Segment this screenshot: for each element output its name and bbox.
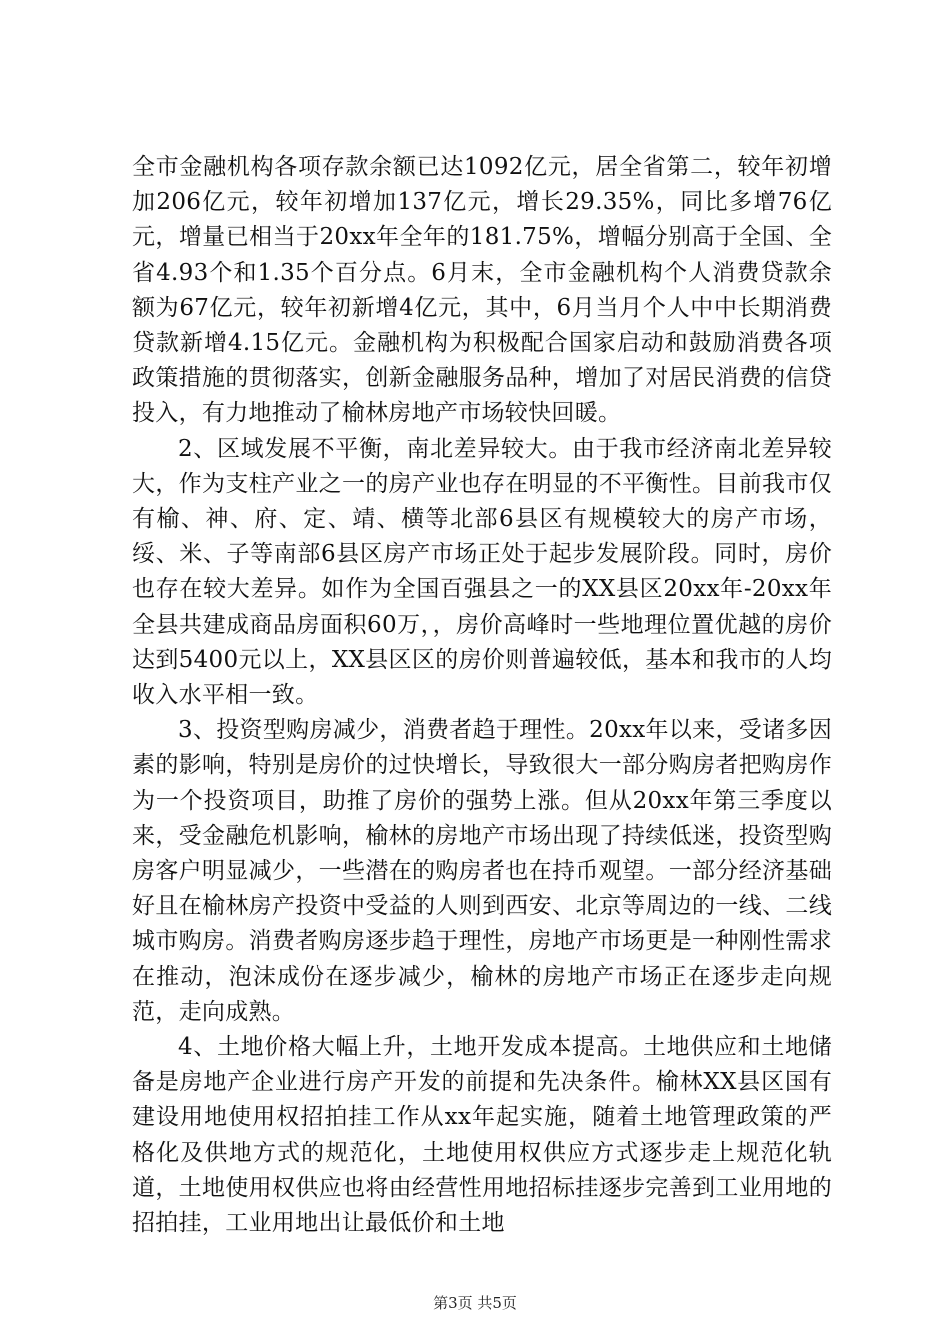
paragraph-4: 4、土地价格大幅上升，土地开发成本提高。土地供应和土地储备是房地产企业进行房产开发的前提和先决条件。榆林XX县区国有建设用地使用权招拍挂工作从xx年起实施，随着土地管理政策的严格化及供地方式的规范化，土地使用权供应方式逐步走上规范化轨道，土地使用权供应也将由经营性用地招标挂逐步完善到工业用地的招拍挂，工业用地出让最低价和土地 <box>132 1034 832 1237</box>
paragraph-3: 3、投资型购房减少，消费者趋于理性。20xx年以来，受诸多因素的影响，特别是房价的过快增长，导致很大一部分购房者把购房作为一个投资项目，助推了房价的强势上涨。但从20xx年第三季度以来，受金融危机影响，榆林的房地产市场出现了持续低迷，投资型购房客户明显减少，一些潜在的购房者也在持币观望。一部分经济基础好且在榆林房产投资中受益的人则到西安、北京等周边的一线、二线城市购房。消费者购房逐步趋于理性，房地产市场更是一种刚性需求在推动，泡沫成份在逐步减少，榆林的房地产市场正在逐步走向规范，走向成熟。 <box>132 717 832 1025</box>
paragraph-1: 全市金融机构各项存款余额已达1092亿元，居全省第二，较年初增加206亿元，较年初增加137亿元，增长29.35%，同比多增76亿元，增量已相当于20xx年全年的181.75%，增幅分别高于全国、全省4.93个和1.35个百分点。6月末，全市金融机构个人消费贷款余额为67亿元，较年初新增4亿元，其中，6月当月个人中中长期消费贷款新增4.15亿元。金融机构为积极配合国家启动和鼓励消费各项政策措施的贯彻落实，创新金融服务品种，增加了对居民消费的信贷投入，有力地推动了榆林房地产市场较快回暖。 <box>132 154 832 427</box>
page-number-footer: 第3页 共5页 <box>433 1294 517 1312</box>
document-body <box>132 150 832 1241</box>
paragraph-2: 2、区域发展不平衡，南北差异较大。由于我市经济南北差异较大，作为支柱产业之一的房产业也存在明显的不平衡性。目前我市仅有榆、神、府、定、靖、横等北部6县区有规模较大的房产市场，绥、米、子等南部6县区房产市场正处于起步发展阶段。同时，房价也存在较大差异。如作为全国百强县之一的XX县区20xx年-20xx年全县共建成商品房面积60万，，房价高峰时一些地理位置优越的房价达到5400元以上，XX县区区的房价则普遍较低，基本和我市的人均收入水平相一致。 <box>132 435 832 709</box>
